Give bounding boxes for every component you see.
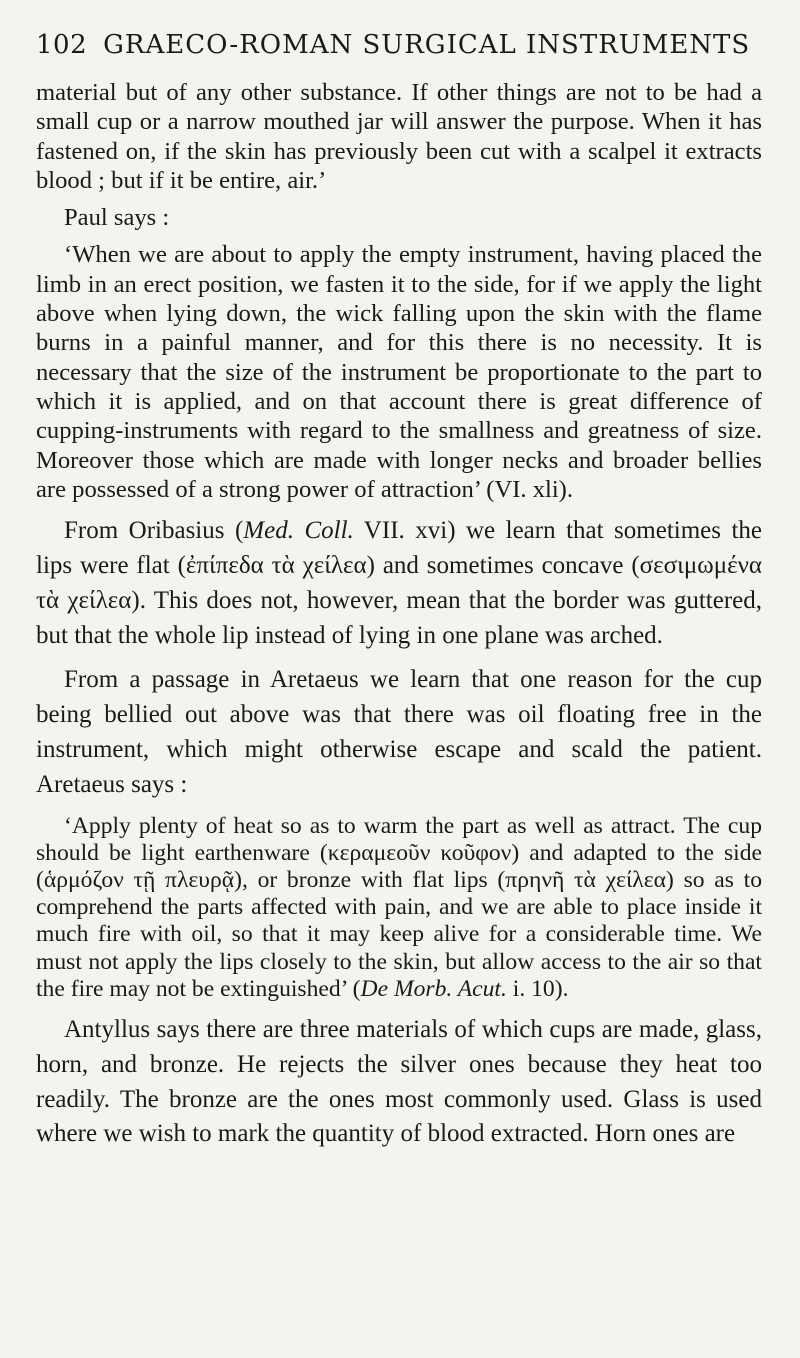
running-title: GRAECO-ROMAN SURGICAL INSTRUMENTS xyxy=(103,30,751,60)
paragraph-paul-intro: Paul says : xyxy=(64,204,170,232)
page-number: 102 xyxy=(36,30,88,60)
paragraph-oribasius: From Oribasius (Med. Coll. VII. xvi) we learn that sometimes the lips were flat (ἐπίπεδα τὰ χείλεα) and sometimes concave (σεσιμωμένα τὰ χείλεα). This does not, however, mean that the border was guttered, but that the whole lip instead of lying in one plane was arched. xyxy=(36,517,763,649)
quote-aretaeus: ‘Apply plenty of heat so as to warm the part as well as attract. The cup should be light earthenware (κεραμεοῦν κοῦφον) and adapted to the side (ἁρμόζον τῇ πλευρᾷ), or bronze with flat lips (πρηνῆ τὰ χείλεα) so as to comprehend the parts affected with pain, and we are able to place inside it much fire with oil, so that it may keep alive for a considerable time. We must not apply the lips closely to the skin, but allow access to the air so that the fire may not be extinguished’ (De Morb. Acut. i. 10). xyxy=(36,812,762,1002)
paragraph-antyllus: Antyllus says there are three materials of which cups are made, glass, horn, and bronze. He rejects the silver ones because they heat too readily. The bronze are the ones most commonly used. Glass is used where we wish to mark the quantity of blood extracted. Horn ones are xyxy=(36,1015,762,1148)
paragraph-aretaeus: From a passage in Aretaeus we learn that one reason for the cup being bellied out above was that there was oil floating free in the instrument, which might otherwise escape and scald the patient. Aretaeus says : xyxy=(36,666,762,798)
page-body xyxy=(36,78,762,1152)
paragraph-continuation: material but of any other substance. If other things are not to be had a small cup or a narrow mouthed jar will answer the purpose. When it has fastened on, if the skin has previously been cut with a scalpel it extracts blood ; but if it be entire, air.’ xyxy=(36,79,762,194)
page-header xyxy=(36,30,762,78)
quote-paul: ‘When we are about to apply the empty instrument, having placed the limb in an erect position, we fasten it to the side, for if we apply the light above when lying down, the wick falling upon the skin with the flame burns in a painful manner, and for this there is no necessity. It is necessary that the size of the instrument be proportionate to the part to which it is applied, and on that account there is great difference of cupping-instruments with regard to the smallness and greatness of size. Moreover those which are made with longer necks and broader bellies are possessed of a strong power of attraction’ (VI. xli). xyxy=(36,241,762,503)
